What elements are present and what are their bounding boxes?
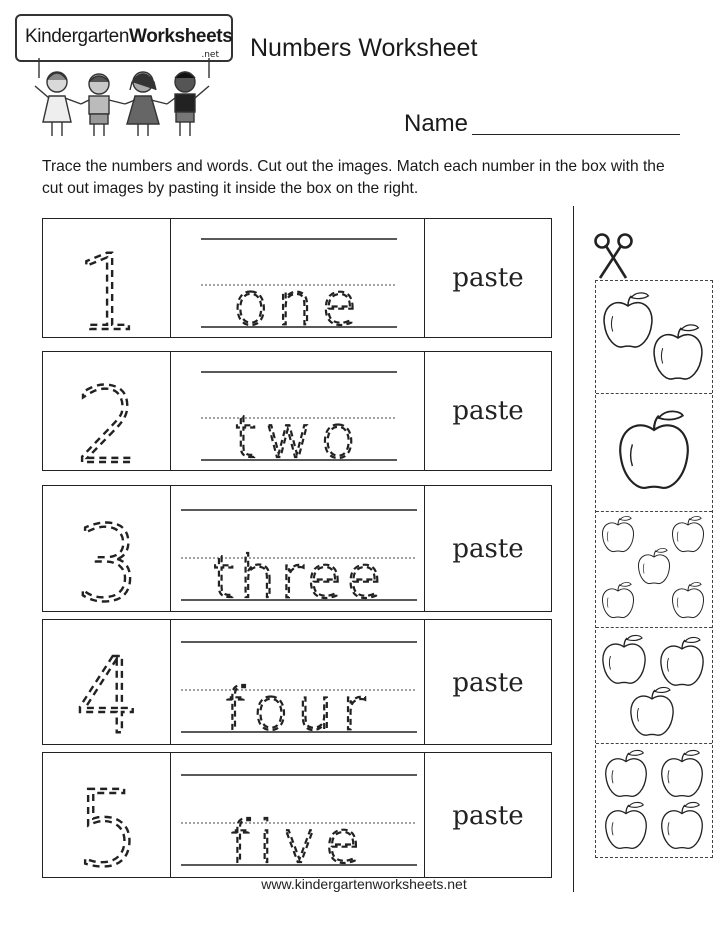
cutout-card-3-apples[interactable] (596, 628, 712, 744)
name-label: Name (404, 110, 469, 137)
number-box (42, 218, 172, 338)
apple-icon (596, 281, 712, 393)
handwriting-lines (171, 620, 427, 746)
paste-box[interactable] (424, 351, 552, 471)
row-4 (42, 619, 552, 745)
kids-illustration (29, 58, 219, 140)
number-box (42, 351, 172, 471)
cutout-card-4-apples[interactable] (596, 744, 712, 857)
traceable-number (43, 620, 173, 746)
page-title: Numbers Worksheet (250, 34, 478, 62)
cutout-card-1-apple[interactable] (596, 394, 712, 512)
logo-text-part1: Kindergarten (25, 26, 129, 47)
number-box (42, 752, 172, 878)
scissors-icon (592, 232, 636, 280)
paste-label: paste (452, 668, 524, 698)
paste-label: paste (452, 801, 524, 831)
apple-icon (596, 512, 712, 628)
svg-text:one: one (233, 270, 365, 338)
apple-icon (596, 394, 712, 512)
paste-box[interactable] (424, 485, 552, 612)
traceable-number (43, 352, 173, 472)
word-box (170, 752, 426, 878)
apple-icon (596, 628, 712, 744)
paste-box[interactable] (424, 218, 552, 338)
svg-text:2: 2 (74, 365, 142, 472)
cut-divider-line (573, 206, 574, 892)
cutout-card-5-apples[interactable] (596, 512, 712, 628)
svg-text:five: five (229, 808, 369, 876)
paste-label: paste (452, 263, 524, 293)
cutout-card-2-apples[interactable] (596, 281, 712, 394)
word-box (170, 485, 426, 612)
logo-sign (15, 14, 233, 62)
handwriting-lines (171, 753, 427, 879)
svg-text:four: four (224, 675, 374, 743)
handwriting-lines (171, 219, 427, 339)
handwriting-lines (171, 486, 427, 613)
svg-text:two: two (234, 403, 364, 471)
svg-text:1: 1 (74, 232, 142, 339)
apple-icon (596, 744, 712, 857)
row-2 (42, 351, 552, 471)
paste-label: paste (452, 396, 524, 426)
logo-text-part2: Worksheets (129, 26, 233, 47)
logo-suffix: .net (201, 50, 219, 60)
paste-box[interactable] (424, 752, 552, 878)
footer-url: www.kindergartenworksheets.net (261, 876, 467, 892)
word-box (170, 218, 426, 338)
row-5 (42, 752, 552, 878)
word-box (170, 351, 426, 471)
svg-text:3: 3 (74, 503, 142, 613)
number-box (42, 619, 172, 745)
row-1 (42, 218, 552, 338)
paste-box[interactable] (424, 619, 552, 745)
row-3 (42, 485, 552, 612)
traceable-number (43, 486, 173, 613)
svg-text:4: 4 (74, 635, 142, 746)
name-field-line[interactable] (472, 134, 680, 135)
site-logo (15, 14, 233, 138)
handwriting-lines (171, 352, 427, 472)
cutout-strip (595, 280, 713, 858)
traceable-number (43, 753, 173, 879)
word-box (170, 619, 426, 745)
number-box (42, 485, 172, 612)
svg-text:5: 5 (74, 768, 142, 879)
paste-label: paste (452, 534, 524, 564)
instructions: Trace the numbers and words. Cut out the images. Match each number in the box with the cut out images by pasting it inside the box on the right. (42, 158, 665, 197)
svg-text:three: three (212, 543, 386, 611)
logo-text (25, 26, 232, 48)
traceable-number (43, 219, 173, 339)
